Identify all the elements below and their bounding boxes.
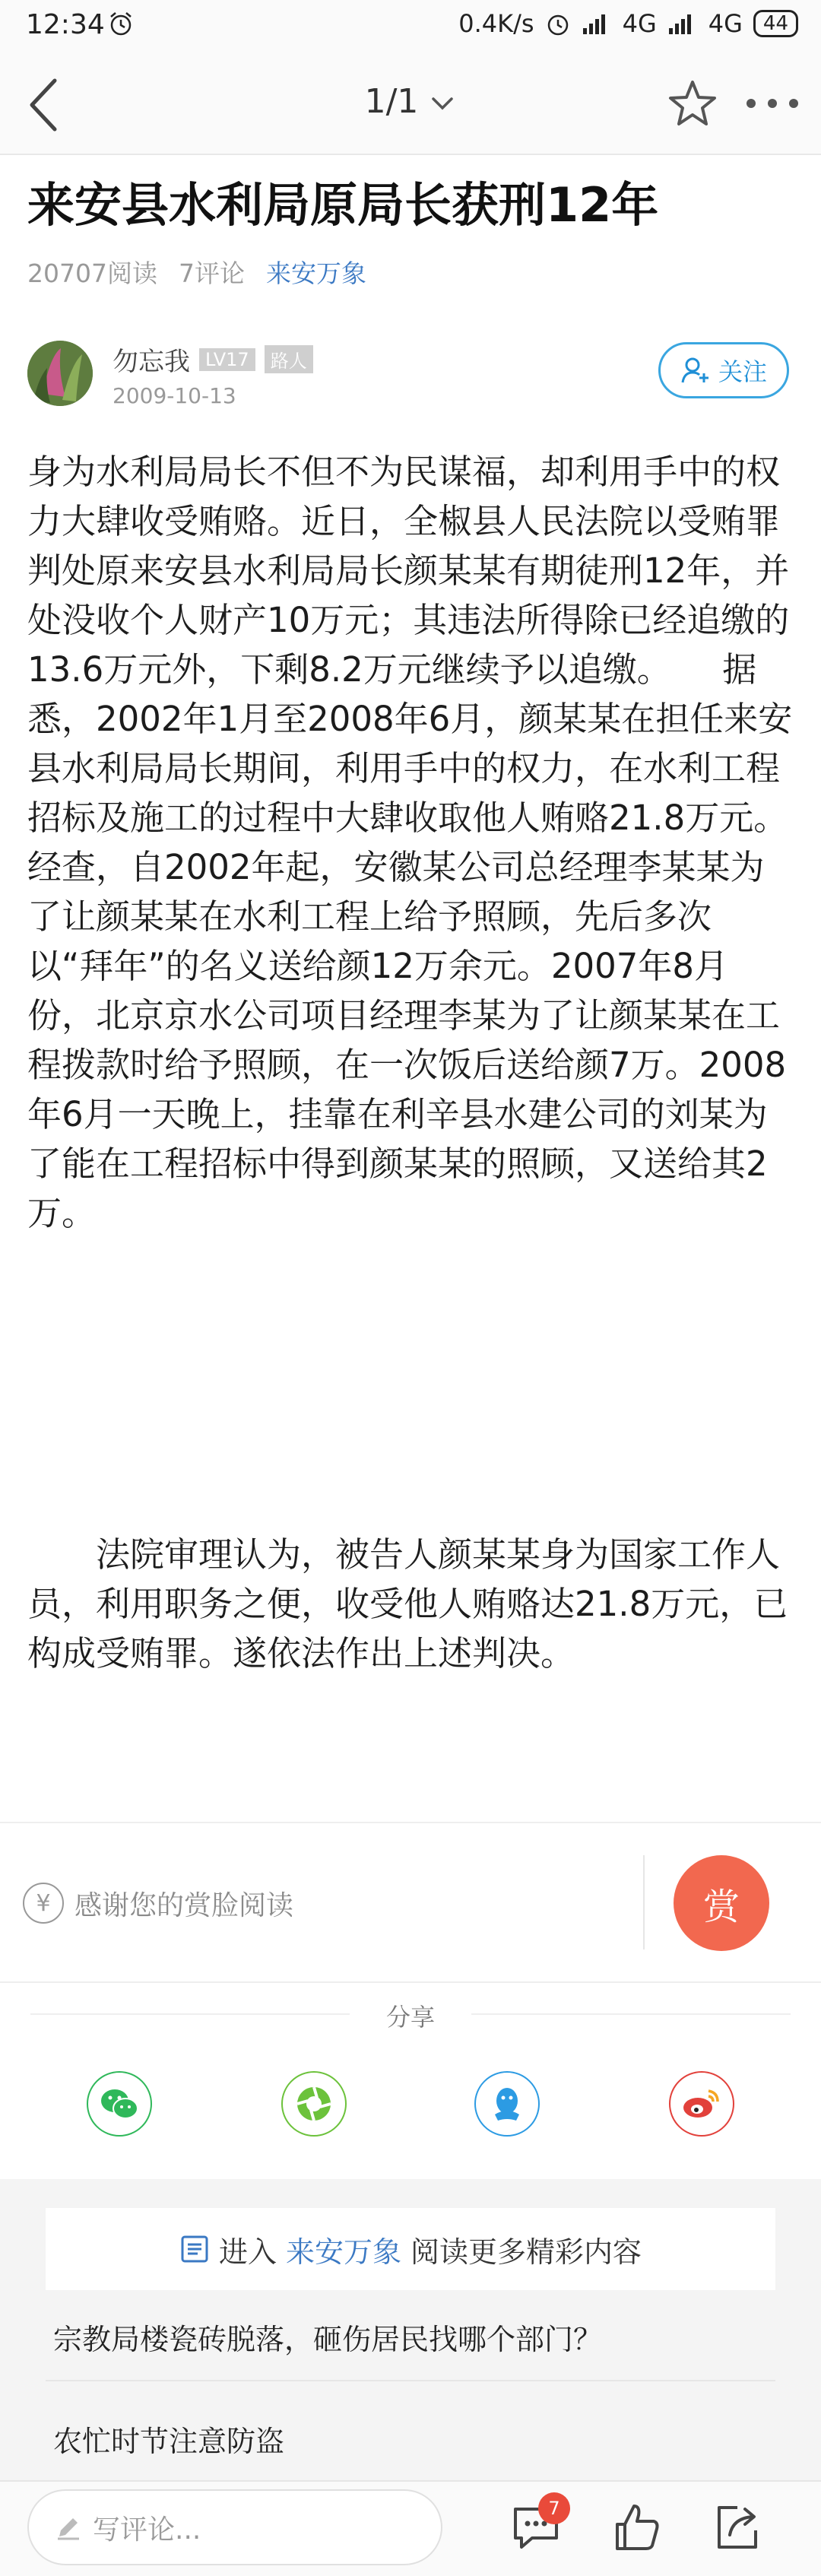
qq-icon	[490, 2084, 524, 2124]
favorite-star-icon[interactable]	[666, 78, 719, 131]
more-icon[interactable]	[742, 88, 803, 119]
status-time: 12:34	[26, 9, 105, 40]
follow-label: 关注	[718, 357, 767, 386]
network-type-1: 4G	[622, 9, 657, 38]
publish-date: 2009-10-13	[113, 383, 236, 408]
wechat-icon	[98, 2086, 141, 2122]
network-type-2: 4G	[708, 9, 743, 38]
reward-text: 感谢您的赏脸阅读	[74, 1889, 294, 1921]
signal-icon-2	[667, 11, 698, 36]
article-meta	[27, 254, 366, 290]
alarm-clock-icon	[545, 11, 571, 36]
related-article-1[interactable]: 宗教局楼瓷砖脱落，砸伤居民找哪个部门？	[53, 2323, 603, 2356]
related-article-2[interactable]: 农忙时节注意防盗	[53, 2425, 285, 2458]
yen-icon: ¥	[23, 1883, 64, 1924]
pencil-icon	[55, 2514, 82, 2541]
network-speed: 0.4K/s	[458, 9, 534, 38]
comment-count[interactable]: 7评论	[178, 259, 245, 288]
weibo-icon	[681, 2086, 722, 2121]
status-right	[458, 9, 798, 38]
article-paragraph-2: 法院审理认为，被告人颜某某身为国家工作人员，利用职务之便，收受他人贿赂达21.8万元，已构成受贿罪。遂依法作出上述判决。	[27, 1534, 788, 1673]
enter-source[interactable]: 来安万象	[285, 2235, 401, 2269]
source-link[interactable]: 来安万象	[265, 259, 366, 288]
enter-source-banner[interactable]	[46, 2208, 775, 2290]
divider	[0, 1822, 821, 1823]
enter-prefix: 进入	[218, 2235, 277, 2269]
author-name[interactable]: 勿忘我	[113, 347, 190, 377]
share-label: 分享	[385, 2003, 435, 2032]
author-row	[113, 341, 313, 378]
comment-placeholder: 写评论...	[93, 2514, 201, 2546]
share-icon[interactable]	[707, 2497, 768, 2558]
share-wechat-button[interactable]	[87, 2071, 152, 2137]
reward-divider	[643, 1855, 645, 1949]
like-icon[interactable]	[607, 2497, 667, 2558]
nav-bar	[0, 55, 821, 155]
article-title: 来安县水利局原局长获刑12年	[27, 177, 659, 233]
reward-prompt	[23, 1883, 293, 1924]
comment-input[interactable]	[27, 2489, 442, 2565]
chevron-down-icon	[429, 94, 456, 113]
level-badge: LV17	[199, 348, 255, 371]
rank-badge: 路人	[265, 345, 313, 373]
list-icon	[179, 2234, 210, 2264]
article-paragraph-1: 身为水利局局长不但不为民谋福，却利用手中的权力大肆收受贿赂。近日，全椒县人民法院以受贿罪判处原来安县水利局局长颜某某有期徒刑12年，并处没收个人财产10万元；其违法所得除已经追缴的13.6万元外，下剩8.2万元继续予以追缴。 据悉，2002年1月至2008年6月，颜某某在担任来安县水利局局长期间，利用手中的权力，在水利工程招标及施工的过程中大肆收取他人贿赂21.8万元。经查，自2002年起，安徽某公司总经理李某某为了让颜某某在水利工程上给予照顾，先后多次以“拜年”的名义送给颜12万余元。2007年8月份，北京京水公司项目经理李某为了让颜某某在工程拨款时给予照顾，在一次饭后送给颜7万。2008年6月一天晚上，挂靠在利辛县水建公司的刘某为了能在工程招标中得到颜某某的照顾，又送给其2万。	[27, 452, 793, 1233]
avatar-image	[27, 341, 93, 406]
add-user-icon	[680, 355, 711, 385]
page-indicator-label: 1/1	[364, 82, 419, 121]
share-qq-button[interactable]	[474, 2071, 540, 2137]
share-weibo-button[interactable]	[669, 2071, 734, 2137]
moments-icon	[294, 2084, 334, 2124]
battery-icon: 44	[753, 10, 798, 37]
divider	[46, 2380, 775, 2381]
share-moments-button[interactable]	[281, 2071, 347, 2137]
reward-button[interactable]: 赏	[674, 1855, 769, 1951]
enter-suffix: 阅读更多精彩内容	[410, 2235, 642, 2269]
status-bar	[0, 0, 821, 55]
comment-count-badge: 7	[538, 2492, 570, 2524]
alarm-icon	[108, 11, 134, 36]
read-count: 20707阅读	[27, 259, 157, 288]
follow-button[interactable]	[658, 342, 789, 398]
signal-icon-1	[582, 11, 612, 36]
share-line-right	[471, 2013, 791, 2015]
avatar[interactable]	[27, 341, 93, 406]
divider	[0, 1981, 821, 1983]
